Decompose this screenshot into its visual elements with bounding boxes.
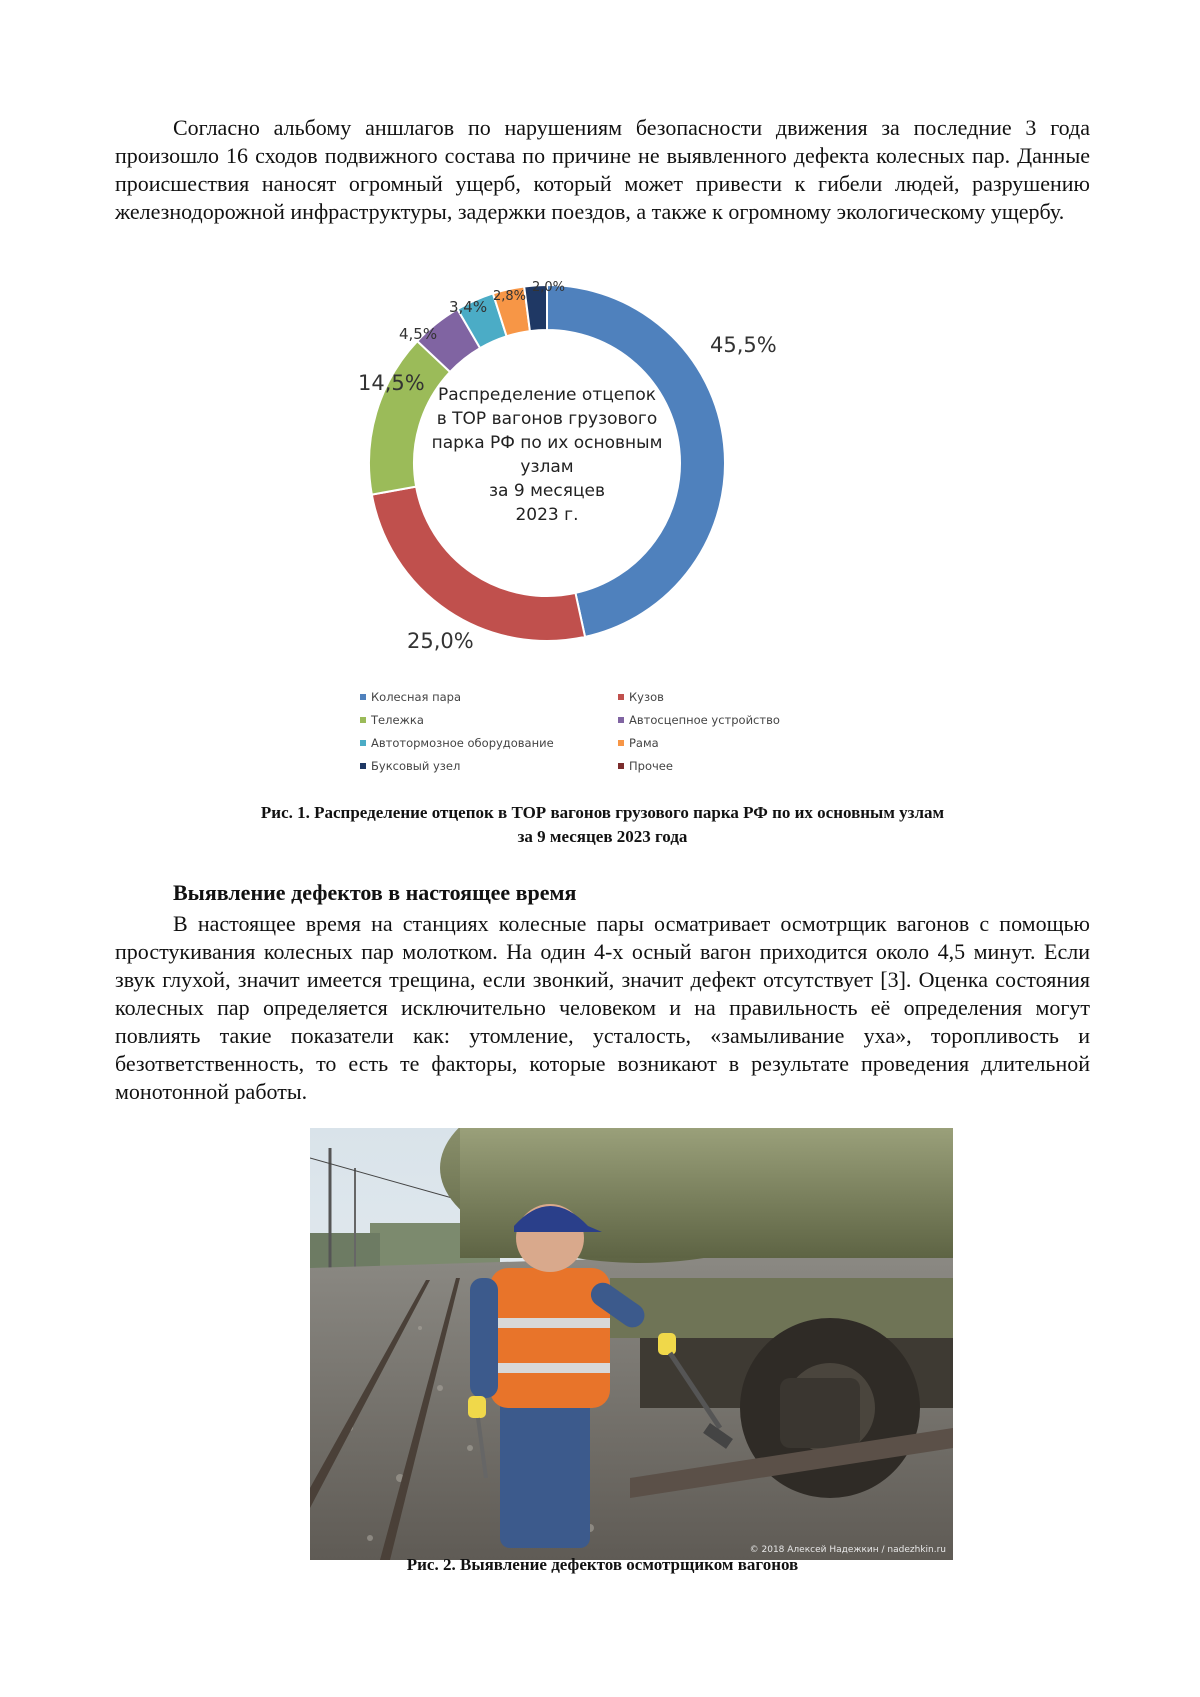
- slice-label: 25,0%: [407, 629, 474, 653]
- figure-1-caption-line2: за 9 месяцев 2023 года: [517, 827, 688, 846]
- legend-label: Тележка: [371, 713, 424, 727]
- legend-swatch: [360, 717, 366, 723]
- legend-swatch: [618, 717, 624, 723]
- donut-slice: [547, 285, 725, 637]
- center-title-line: за 9 месяцев: [489, 481, 605, 501]
- legend-label: Кузов: [629, 690, 664, 704]
- legend-swatch: [618, 694, 624, 700]
- legend-swatch: [618, 763, 624, 769]
- donut-chart-svg: [330, 280, 870, 785]
- legend-label: Прочее: [629, 759, 673, 773]
- center-title-line: узлам: [520, 457, 574, 477]
- chart-center-title: [432, 385, 663, 525]
- paragraph-inspection: В настоящее время на станциях колесные пары осматривает осмотрщик вагонов с помощью простукивания колесных пар молотком. На один 4-х осный вагон приходится около 4,5 минут. Если звук глухой, значит имеется трещина, если звонкий, значит дефект отсутствует [3]. Оценка состояния колесных пар определяется исключительно человеком и на правильность её определения могут повлиять такие показатели как: утомление, усталость, «замыливание уха», торопливость и безответственность, то есть те факторы, которые возникают в результате проведения длительной монотонной работы.: [115, 911, 1090, 1104]
- section-heading: Выявление дефектов в настоящее время: [173, 880, 577, 905]
- legend-label: Буксовый узел: [371, 759, 461, 773]
- center-title-line: в ТОР вагонов грузового: [436, 409, 658, 429]
- slice-label: 45,5%: [710, 333, 777, 357]
- inspector-photo-illustration: [310, 1128, 953, 1560]
- legend-swatch: [360, 763, 366, 769]
- paragraph-intro: Согласно альбому аншлагов по нарушениям безопасности движения за последние 3 года произошло 16 сходов подвижного состава по причине не выявленного дефекта колесных пар. Данные происшествия наносят огромный ущерб, который может привести к гибели людей, разрушению железнодорожной инфраструктуры, задержки поездов, а также к огромному экологическому ущербу.: [115, 115, 1090, 224]
- legend-swatch: [360, 740, 366, 746]
- figure-1-caption-line1: Рис. 1. Распределение отцепок в ТОР вагонов грузового парка РФ по их основным узлам: [260, 803, 945, 822]
- figure-1-caption: [115, 801, 1090, 849]
- legend-label: Автосцепное устройство: [629, 713, 780, 727]
- legend-swatch: [618, 740, 624, 746]
- inspector-photo: [310, 1128, 953, 1560]
- slice-label: 2,0%: [532, 280, 566, 295]
- center-title-line: парка РФ по их основным: [431, 433, 663, 453]
- center-title-line: Распределение отцепок: [437, 385, 657, 405]
- legend-label: Автотормозное оборудование: [371, 736, 554, 750]
- legend-label: Рама: [629, 736, 659, 750]
- legend-swatch: [360, 694, 366, 700]
- slice-label: 4,5%: [399, 325, 438, 343]
- legend-label: Колесная пара: [371, 690, 462, 704]
- figure-2-caption: Рис. 2. Выявление дефектов осмотрщиком вагонов: [406, 1555, 799, 1574]
- slice-label: 3,4%: [449, 298, 488, 316]
- slice-label: 2,8%: [493, 289, 527, 304]
- chart-legend: [360, 690, 780, 773]
- slice-label: 14,5%: [358, 371, 425, 395]
- center-title-line: 2023 г.: [515, 505, 579, 525]
- photo-watermark: © 2018 Алексей Надежкин / nadezhkin.ru: [749, 1545, 946, 1555]
- donut-chart: [330, 280, 870, 785]
